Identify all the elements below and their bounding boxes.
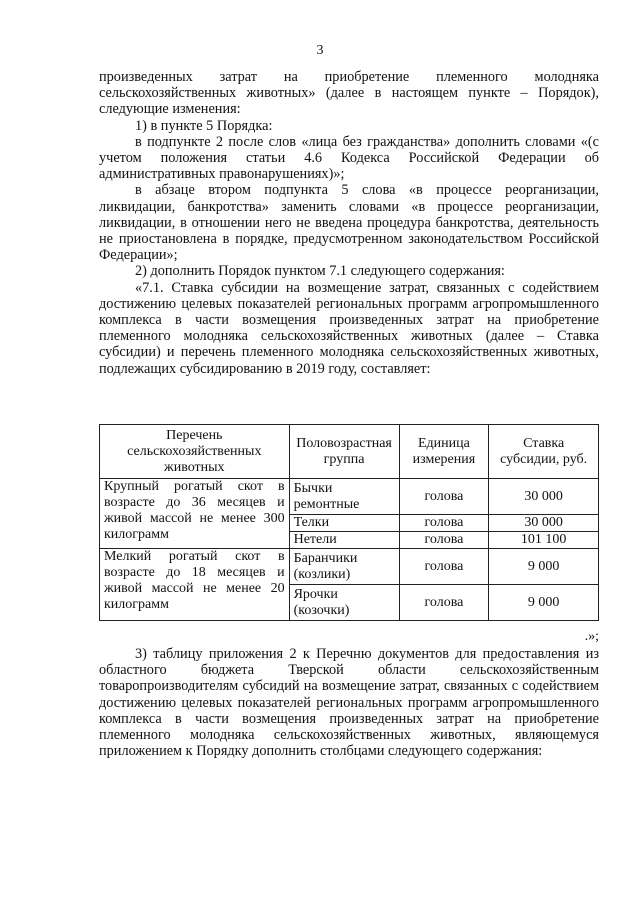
document-body-continued (99, 646, 599, 759)
paragraph: в абзаце втором подпункта 5 слова «в процессе реорганизации, ликвидации, банкротства» заменить словами «в процессе реорганизации, ликвидации, в отношении него не введена процедура банкротства, деятельность не приостановлена в порядке, предусмотренном законодательством Российской Федерации»; (99, 182, 599, 264)
paragraph: 1) в пункте 5 Порядка: (135, 117, 273, 134)
age-group-cell: Телки (289, 515, 399, 532)
subsidy-rate-table (99, 424, 599, 621)
category-cattle: Крупный рогатый скот в возрасте до 36 месяцев и живой массой не менее 300 килограмм (100, 479, 290, 549)
column-header-unit: Единица измерения (399, 425, 489, 479)
column-header-rate: Ставка субсидии, руб. (489, 425, 599, 479)
table-header-row (100, 425, 599, 479)
rate-cell: 30 000 (489, 479, 599, 515)
unit-cell: голова (399, 479, 489, 515)
paragraph: 2) дополнить Порядок пунктом 7.1 следующего содержания: (135, 263, 505, 280)
age-group-cell: Баранчики (козлики) (289, 549, 399, 585)
paragraph: произведенных затрат на приобретение племенного молодняка сельскохозяйственных животных» (далее в настоящем пункте – Порядок), следующие изменения: (99, 69, 599, 118)
document-body (99, 69, 599, 377)
column-header-animals: Перечень сельскохозяйственных животных (100, 425, 290, 479)
rate-cell: 30 000 (489, 515, 599, 532)
age-group-cell: Нетели (289, 532, 399, 549)
paragraph: «7.1. Ставка субсидии на возмещение затрат, связанных с содействием достижению целевых показателей региональных программ агропромышленного комплекса в части возмещения произведенных затрат на приобретение племенного молодняка сельскохозяйственных животных (далее – Ставка субсидии) и перечень племенного молодняка сельскохозяйственных животных, подлежащих субсидированию в 2019 году, составляет: (99, 279, 599, 377)
unit-cell: голова (399, 532, 489, 549)
subsidy-rate-table-wrap (99, 424, 599, 621)
age-group-cell: Ярочки (козочки) (289, 585, 399, 621)
closing-quote: .»; (584, 629, 599, 644)
paragraph: в подпункте 2 после слов «лица без гражданства» дополнить словами «(с учетом положения статьи 4.6 Кодекса Российской Федерации об административных правонарушениях)»; (99, 133, 599, 183)
paragraph: 3) таблицу приложения 2 к Перечню документов для предоставления из областного бюджета Тверской области сельскохозяйственным товаропроизводителям субсидий на возмещение затрат, связанных с содействием достижению целевых показателей региональных программ агропромышленного комплекса в части возмещения произведенных затрат на приобретение племенного молодняка сельскохозяйственных животных, являющемуся приложением к Порядку дополнить столбцами следующего содержания: (99, 646, 599, 760)
rate-cell: 9 000 (489, 585, 599, 621)
column-header-age-group: Половозрастная группа (289, 425, 399, 479)
rate-cell: 101 100 (489, 532, 599, 549)
age-group-cell: Бычки ремонтные (289, 479, 399, 515)
unit-cell: голова (399, 515, 489, 532)
rate-cell: 9 000 (489, 549, 599, 585)
unit-cell: голова (399, 585, 489, 621)
unit-cell: голова (399, 549, 489, 585)
table-row (100, 479, 599, 515)
table-row (100, 549, 599, 585)
category-sheep: Мелкий рогатый скот в возрасте до 18 месяцев и живой массой не менее 20 килограмм (100, 549, 290, 621)
page-number: 3 (316, 43, 324, 58)
